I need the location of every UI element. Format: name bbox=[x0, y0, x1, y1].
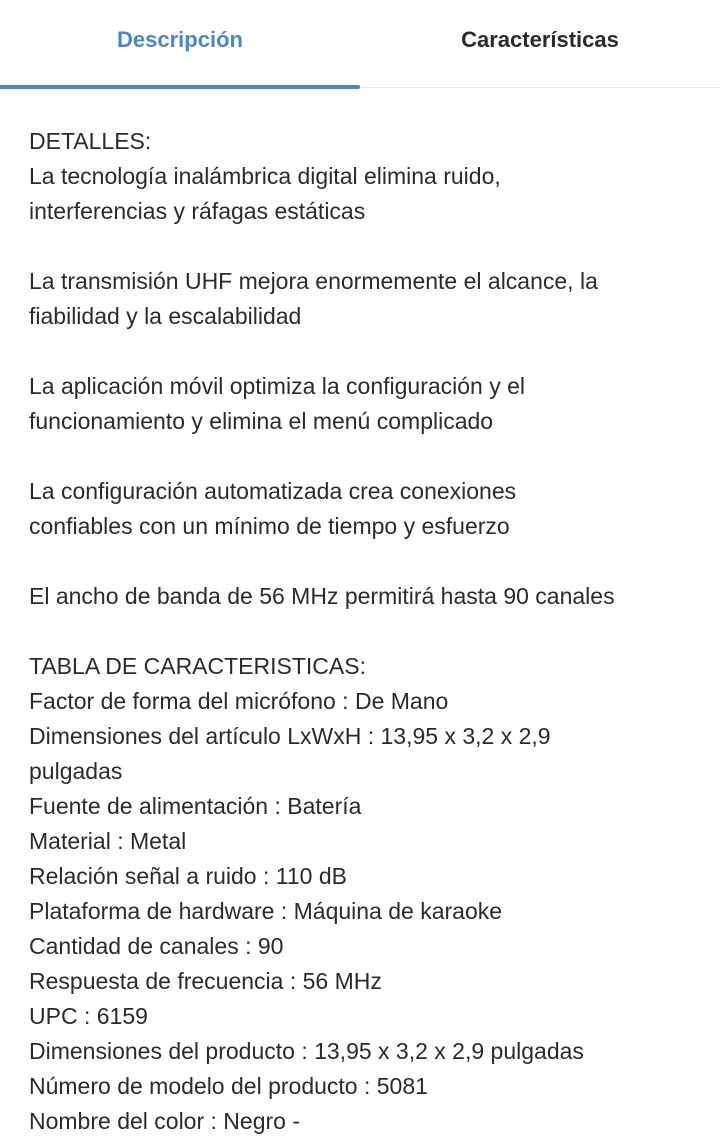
paragraph-1 bbox=[29, 159, 699, 229]
active-tab-indicator bbox=[0, 85, 360, 89]
paragraph-5 bbox=[29, 579, 699, 614]
tab-caracteristicas[interactable] bbox=[360, 0, 720, 88]
spec-item: Respuesta de frecuencia : 56 MHz bbox=[29, 968, 382, 994]
spec-item: Nombre del color : Negro - bbox=[29, 1108, 300, 1134]
specs-list bbox=[29, 684, 699, 1139]
paragraph-3 bbox=[29, 369, 699, 439]
spec-item: Número de modelo del producto : 5081 bbox=[29, 1073, 428, 1099]
paragraph-line: El ancho de banda de 56 MHz permitirá hasta 90 canales bbox=[29, 583, 615, 609]
table-heading: TABLA DE CARACTERISTICAS: bbox=[29, 653, 366, 679]
tab-descripcion[interactable] bbox=[0, 0, 360, 88]
details-heading: DETALLES: bbox=[29, 128, 152, 154]
spec-item: Cantidad de canales : 90 bbox=[29, 933, 284, 959]
paragraph-line: interferencias y ráfagas estáticas bbox=[29, 198, 366, 224]
spec-item: UPC : 6159 bbox=[29, 1003, 148, 1029]
tab-caracteristicas-label: Características bbox=[461, 27, 619, 52]
paragraph-line: funcionamiento y elimina el menú complicado bbox=[29, 408, 494, 434]
description-content bbox=[29, 124, 699, 1139]
spec-item: Fuente de alimentación : Batería bbox=[29, 793, 362, 819]
spec-item: Dimensiones del producto : 13,95 x 3,2 x 2,9 pulgadas bbox=[29, 1038, 584, 1064]
paragraph-4 bbox=[29, 474, 699, 544]
spec-item: Dimensiones del artículo LxWxH : 13,95 x 3,2 x 2,9 bbox=[29, 723, 551, 749]
spec-item: Factor de forma del micrófono : De Mano bbox=[29, 688, 449, 714]
paragraph-line: La tecnología inalámbrica digital elimina ruido, bbox=[29, 163, 501, 189]
paragraph-line: confiables con un mínimo de tiempo y esfuerzo bbox=[29, 513, 510, 539]
paragraph-line: La aplicación móvil optimiza la configuración y el bbox=[29, 373, 526, 399]
paragraph-2 bbox=[29, 264, 699, 334]
spec-item: pulgadas bbox=[29, 758, 123, 784]
paragraph-line: La configuración automatizada crea conexiones bbox=[29, 478, 517, 504]
paragraph-line: La transmisión UHF mejora enormemente el alcance, la bbox=[29, 268, 598, 294]
spec-item: Material : Metal bbox=[29, 828, 187, 854]
spec-item: Relación señal a ruido : 110 dB bbox=[29, 863, 347, 889]
tab-bar bbox=[0, 0, 720, 88]
tab-descripcion-label: Descripción bbox=[117, 27, 243, 52]
paragraph-line: fiabilidad y la escalabilidad bbox=[29, 303, 302, 329]
spec-item: Plataforma de hardware : Máquina de karaoke bbox=[29, 898, 503, 924]
